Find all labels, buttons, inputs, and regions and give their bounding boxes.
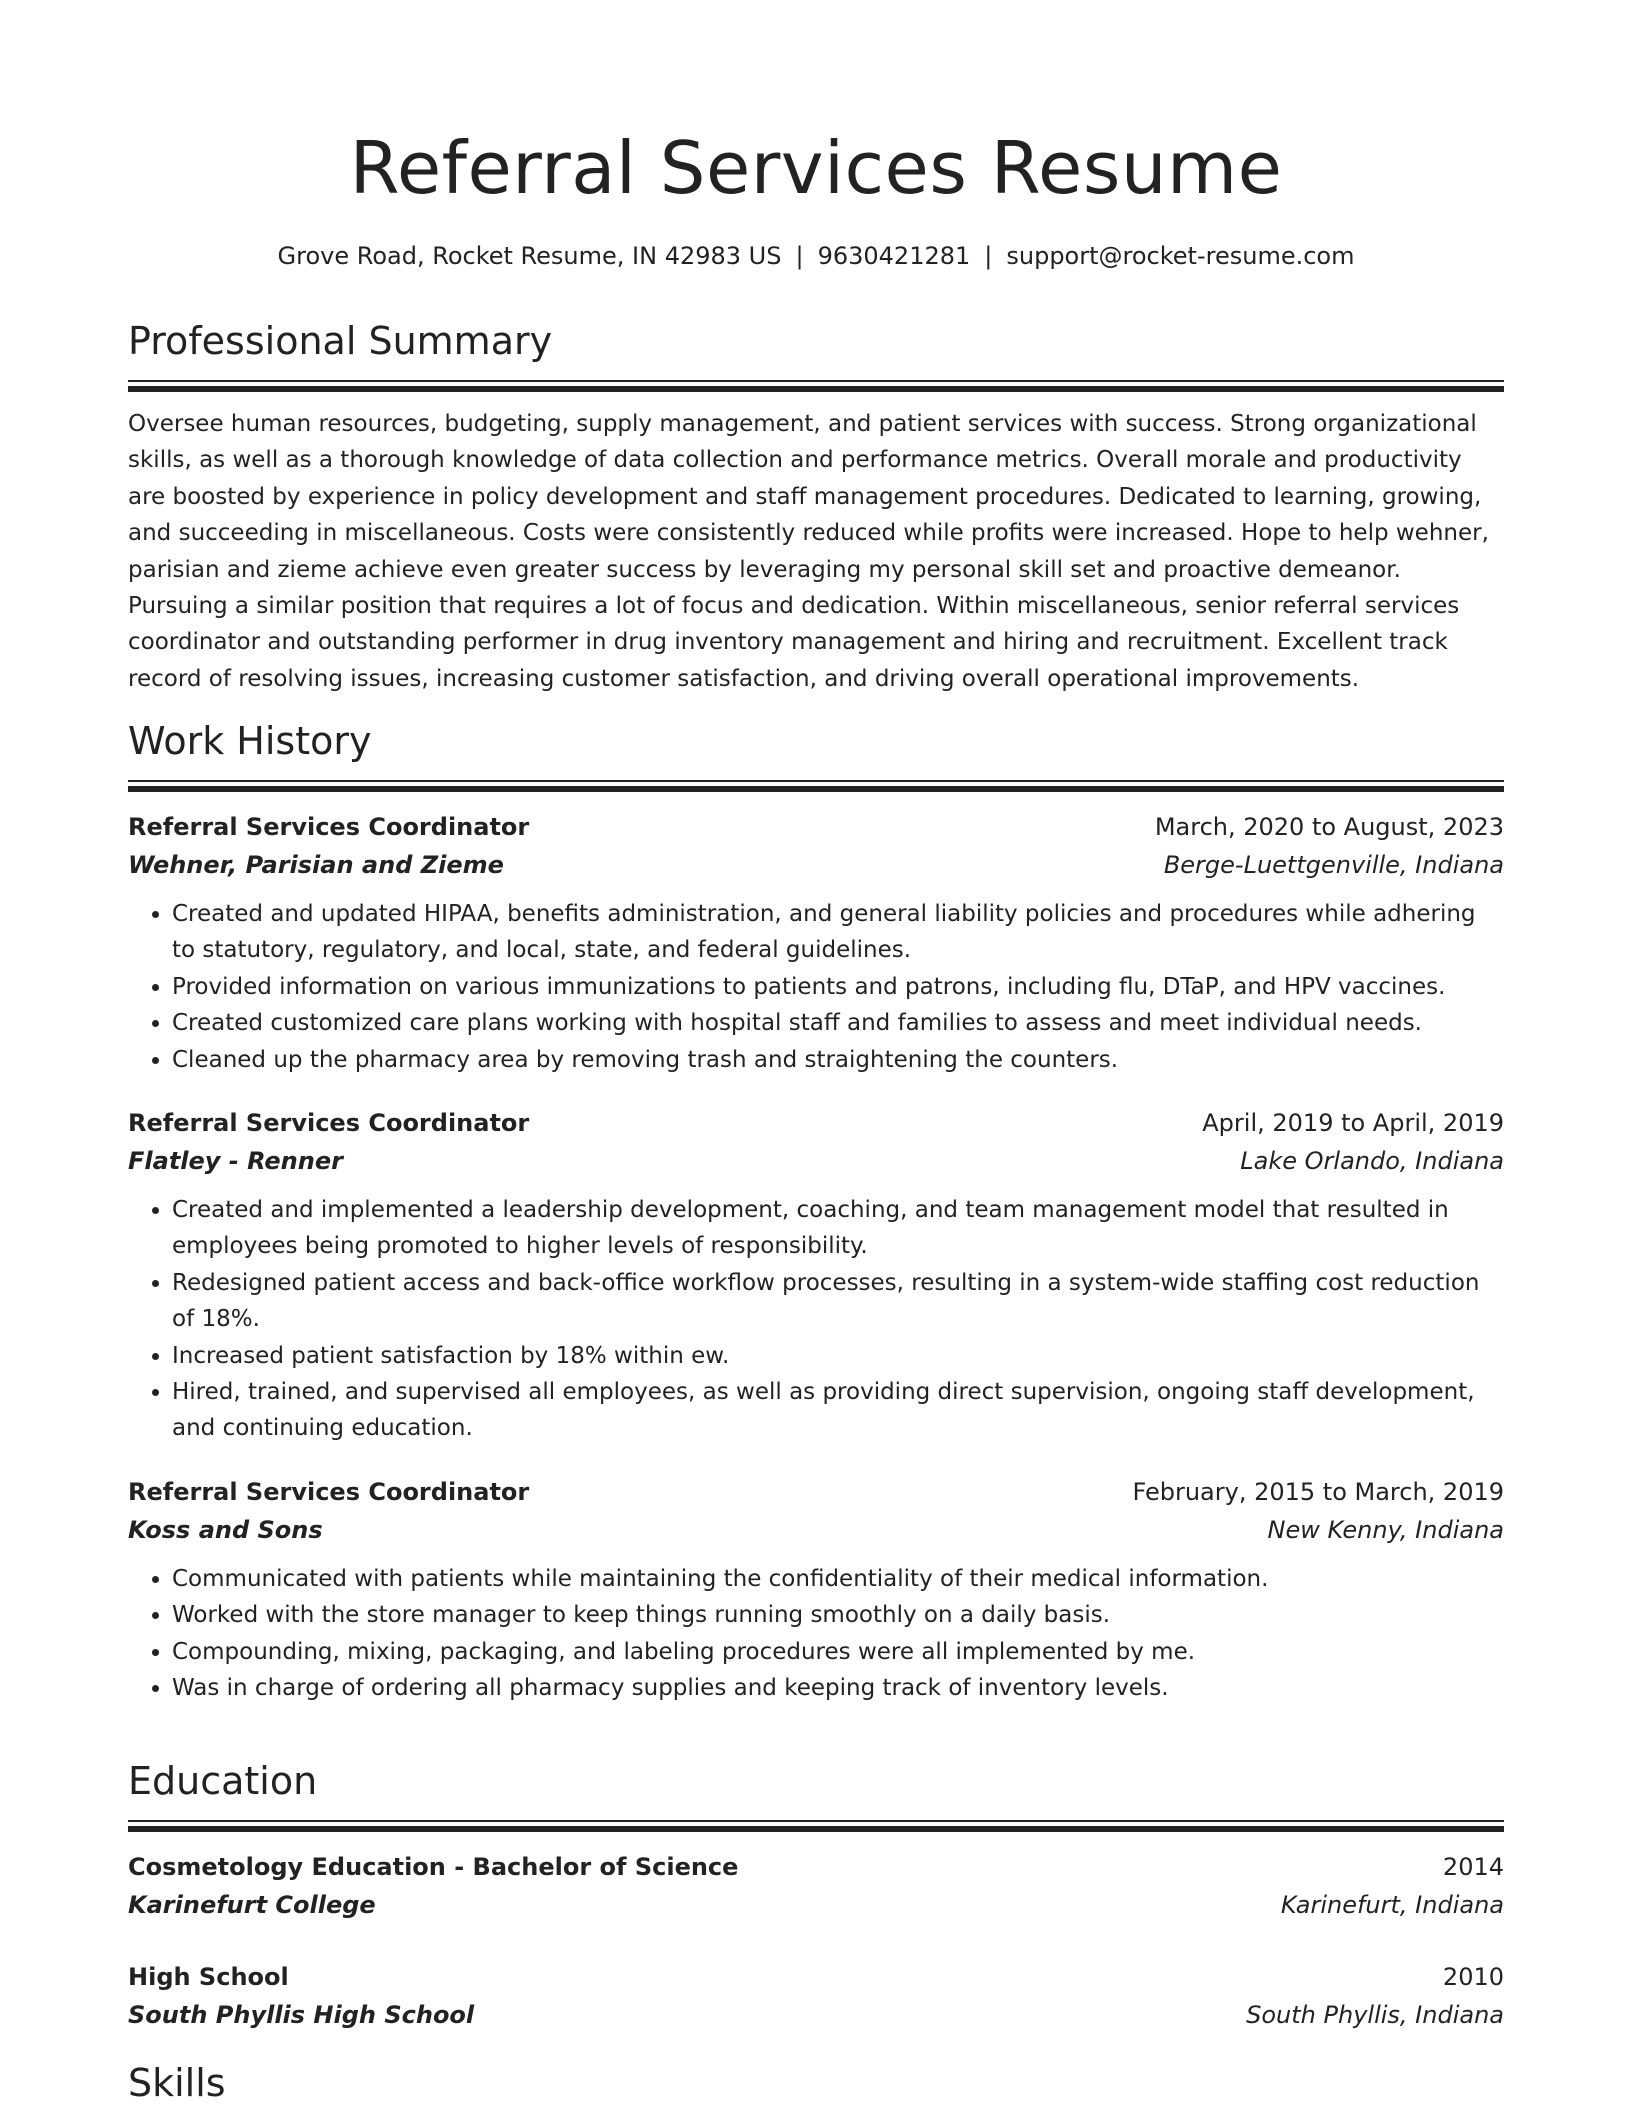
- job-entry: [128, 808, 1504, 1078]
- job-header-row: [128, 1473, 1504, 1511]
- job-company-row: [128, 1142, 1504, 1180]
- job-bullet: • Created customized care plans working with hospital staff and families to assess and meet individual needs.: [172, 1005, 1504, 1041]
- job-bullet: • Created and updated HIPAA, benefits administration, and general liability policies and procedures while adhering to statutory, regulatory, and local, state, and federal guidelines.: [172, 896, 1504, 969]
- contact-address: Grove Road, Rocket Resume, IN 42983 US: [277, 242, 782, 270]
- contact-separator: |: [795, 242, 804, 270]
- section-title-education: Education: [128, 1759, 318, 1803]
- job-header-row: [128, 808, 1504, 846]
- section-title-skills: Skills: [128, 2061, 226, 2105]
- education-school-row: [128, 1996, 1504, 2034]
- job-title: Referral Services Coordinator: [128, 1109, 530, 1138]
- education-entry: [128, 1848, 1504, 1924]
- job-entry: [128, 1104, 1504, 1447]
- job-dates: February, 2015 to March, 2019: [1132, 1477, 1504, 1506]
- job-title: Referral Services Coordinator: [128, 813, 530, 841]
- summary-text: Oversee human resources, budgeting, supply management, and patient services with success. Strong organizational skills, as well as a thorough knowledge of data collection and performance metrics. Overall morale and productivity are boosted by experience in policy development and staff management procedures. Dedicated to learning, growing, and succeeding in miscellaneous. Costs were consistently reduced while profits were increased. Hope to help wehner, parisian and zieme achieve even greater success by leveraging my personal skill set and proactive demeanor. Pursuing a similar position that requires a lot of focus and dedication. Within miscellaneous, senior referral services coordinator and outstanding performer in drug inventory management and hiring and recruitment. Excellent track record of resolving issues, increasing customer satisfaction, and driving overall operational improvements.: [128, 411, 1489, 692]
- section-divider: [128, 780, 1504, 792]
- job-dates: April, 2019 to April, 2019: [1202, 1109, 1504, 1138]
- job-bullet: • Communicated with patients while maintaining the confidentiality of their medical information.: [172, 1561, 1504, 1597]
- resume-title: Referral Services Resume: [349, 126, 1283, 210]
- skills-section: [128, 2058, 1504, 2108]
- contact-email: support@rocket-resume.com: [1006, 242, 1355, 270]
- education-location: South Phyllis, Indiana: [1246, 2001, 1504, 2029]
- section-divider: [128, 1820, 1504, 1832]
- education-degree: High School: [128, 1963, 289, 1991]
- job-title: Referral Services Coordinator: [128, 1477, 530, 1506]
- job-company: Koss and Sons: [128, 1515, 323, 1544]
- job-dates: March, 2020 to August, 2023: [1154, 813, 1504, 841]
- work-history-section: [128, 716, 1504, 1707]
- section-title-summary: Professional Summary: [128, 319, 553, 363]
- job-bullet: • Created and implemented a leadership development, coaching, and team management model that resulted in employees being promoted to higher levels of responsibility.: [172, 1192, 1504, 1265]
- education-degree: Cosmetology Education - Bachelor of Science: [128, 1853, 739, 1881]
- job-bullet: • Cleaned up the pharmacy area by removing trash and straightening the counters.: [172, 1042, 1504, 1078]
- job-bullets: [128, 1561, 1504, 1707]
- job-bullet: • Worked with the store manager to keep things running smoothly on a daily basis.: [172, 1597, 1504, 1633]
- education-header-row: [128, 1848, 1504, 1886]
- education-school: South Phyllis High School: [128, 2001, 475, 2029]
- education-school: Karinefurt College: [128, 1891, 376, 1919]
- job-location: Lake Orlando, Indiana: [1240, 1147, 1504, 1176]
- education-header-row: [128, 1958, 1504, 1996]
- job-company-row: [128, 1511, 1504, 1549]
- job-bullet: • Redesigned patient access and back-office workflow processes, resulting in a system-wide staffing cost reduction of 18%.: [172, 1265, 1504, 1338]
- job-bullet: • Increased patient satisfaction by 18% within ew.: [172, 1338, 1504, 1374]
- education-school-row: [128, 1886, 1504, 1924]
- education-entry: [128, 1958, 1504, 2034]
- education-section: [128, 1756, 1504, 2034]
- section-divider: [128, 380, 1504, 392]
- summary-section: [128, 316, 1504, 697]
- job-bullet: • Was in charge of ordering all pharmacy supplies and keeping track of inventory levels.: [172, 1670, 1504, 1706]
- education-location: Karinefurt, Indiana: [1280, 1891, 1504, 1919]
- job-bullet: • Provided information on various immunizations to patients and patrons, including flu, DTaP, and HPV vaccines.: [172, 969, 1504, 1005]
- contact-phone: 9630421281: [817, 242, 971, 270]
- job-header-row: [128, 1104, 1504, 1142]
- contact-separator: |: [984, 242, 993, 270]
- job-location: Berge-Luettgenville, Indiana: [1163, 851, 1504, 879]
- job-company: Flatley - Renner: [128, 1147, 343, 1176]
- job-company: Wehner, Parisian and Zieme: [128, 851, 504, 879]
- job-location: New Kenny, Indiana: [1267, 1515, 1504, 1544]
- job-bullets: [128, 896, 1504, 1078]
- job-entry: [128, 1473, 1504, 1707]
- job-bullet: • Compounding, mixing, packaging, and labeling procedures were all implemented by me.: [172, 1634, 1504, 1670]
- education-year: 2014: [1442, 1853, 1504, 1881]
- job-company-row: [128, 846, 1504, 884]
- education-year: 2010: [1442, 1963, 1504, 1991]
- job-bullet: • Hired, trained, and supervised all employees, as well as providing direct supervision, ongoing staff development, and continuing education.: [172, 1374, 1504, 1447]
- section-title-work-history: Work History: [128, 719, 372, 763]
- job-bullets: [128, 1192, 1504, 1447]
- contact-line: [128, 238, 1504, 274]
